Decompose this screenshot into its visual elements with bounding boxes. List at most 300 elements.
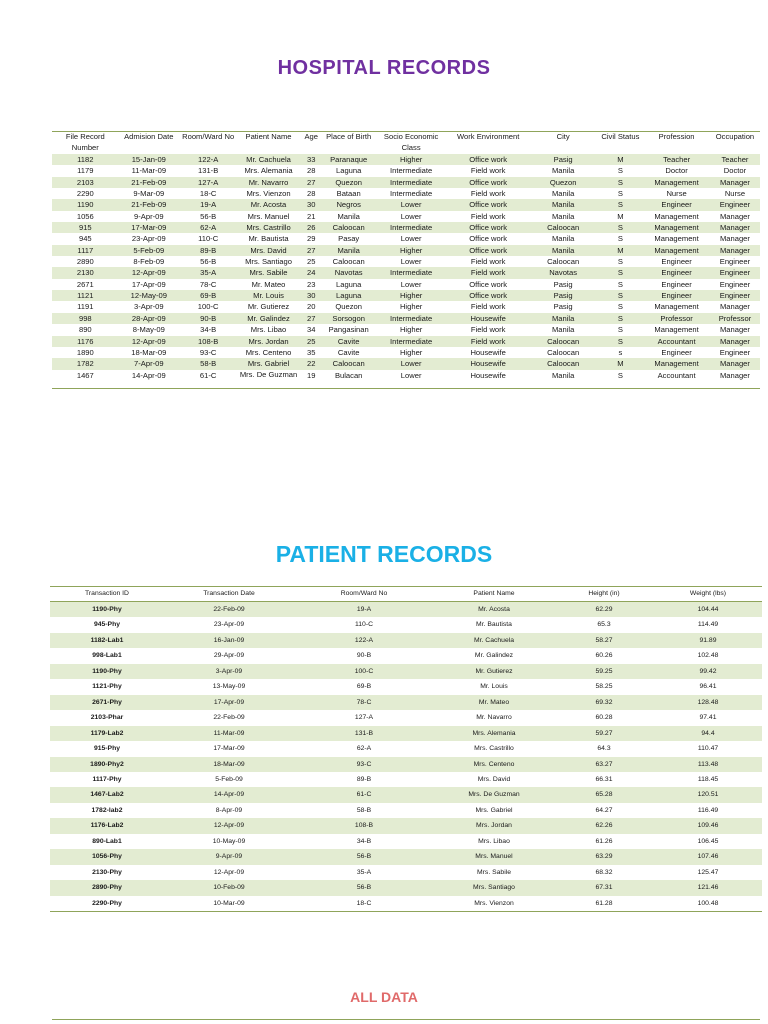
table-cell: 2103-Phar (90, 714, 124, 722)
table-cell: 29 (306, 234, 316, 244)
table-cell: 35-A (356, 868, 372, 876)
table-row (52, 301, 760, 312)
table-cell: Mr. Acosta (434, 602, 554, 618)
table-cell: Mrs. Vienzon (246, 189, 291, 199)
table-cell: S (617, 302, 623, 312)
table-cell: Engineer (719, 347, 751, 357)
table-cell: 93-C (199, 347, 217, 357)
table-cell: 91.89 (654, 633, 762, 648)
table-cell: 131-B (198, 166, 219, 176)
table-cell: 1190-Phy (50, 664, 164, 679)
table-cell: Engineer (661, 257, 692, 267)
table-cell: 110.47 (697, 745, 719, 753)
table-cell: 121.46 (654, 880, 762, 895)
table-cell: Lower (375, 358, 448, 369)
table-cell: 100.48 (654, 896, 762, 912)
table-cell: S (617, 189, 623, 199)
table-row (52, 233, 760, 244)
table-cell: 12-May-09 (119, 290, 179, 301)
table-cell: Higher (375, 245, 448, 256)
table-cell: Manila (551, 189, 575, 199)
table-cell: 1179 (77, 166, 94, 176)
table-cell: 21 (306, 211, 316, 221)
table-cell: 890 (78, 325, 92, 335)
table-cell: Housewife (448, 358, 529, 369)
table-cell: 63.27 (554, 757, 654, 772)
table-cell: Mrs. Alemania (434, 726, 554, 741)
table-cell: Accountant (643, 336, 710, 347)
table-cell: 915-Phy (93, 745, 121, 753)
table-row (50, 679, 762, 694)
table-cell: Caloocan (547, 347, 580, 357)
table-cell: 2290 (76, 189, 94, 199)
table-cell: 56-B (294, 849, 434, 864)
table-cell: Mr. Galindez (474, 652, 514, 660)
table-cell: Caloocan (323, 222, 375, 233)
table-cell: Caloocan (529, 222, 598, 233)
table-cell: Mrs. Castrillo (237, 222, 299, 233)
table-cell: 56-B (294, 880, 434, 895)
table-cell: Intermediate (390, 166, 433, 176)
table-cell: Engineer (719, 257, 751, 267)
column-header: Work Environment (448, 132, 529, 155)
table-cell: 97.41 (699, 714, 717, 722)
table-cell: M (597, 154, 643, 165)
table-cell: 2890 (76, 257, 94, 267)
table-cell: Office work (448, 245, 529, 256)
table-cell: 1182-Lab1 (50, 633, 164, 648)
table-cell: Manager (710, 370, 760, 389)
table-cell: Engineer (710, 199, 760, 210)
table-cell: 12-Apr-09 (119, 336, 179, 347)
table-cell: Office work (448, 222, 529, 233)
table-cell: 9-Mar-09 (133, 189, 165, 199)
table-cell: Mrs. Sabile (477, 868, 511, 876)
table-row (52, 267, 760, 278)
table-cell: 12-Apr-09 (213, 868, 245, 876)
table-cell: 29-Apr-09 (213, 652, 245, 660)
table-cell: Manila (529, 313, 598, 324)
table-cell: 64.3 (597, 745, 611, 753)
table-cell: 114.49 (697, 621, 719, 629)
table-cell: 1056-Phy (50, 849, 164, 864)
table-cell: Manila (551, 166, 575, 176)
table-cell: Manager (719, 325, 750, 335)
table-cell: Intermediate (375, 313, 448, 324)
table-cell: 28-Apr-09 (119, 313, 179, 324)
table-row (52, 199, 760, 210)
table-cell: 58-B (356, 806, 372, 814)
table-cell: 2290-Phy (50, 896, 164, 912)
table-cell: 27 (300, 245, 323, 256)
table-cell: 9-Apr-09 (164, 849, 294, 864)
table-row (52, 165, 760, 176)
table-cell: Manager (719, 211, 750, 221)
table-row (50, 787, 762, 802)
table-cell: 61.28 (554, 896, 654, 912)
table-cell: Management (654, 325, 699, 335)
table-cell: 90-B (179, 313, 237, 324)
table-cell: 1179-Lab2 (50, 726, 164, 741)
table-cell: Management (643, 177, 710, 188)
table-cell: Engineer (643, 290, 710, 301)
table-cell: Mrs. Santiago (434, 880, 554, 895)
column-header: Transaction ID (50, 587, 164, 602)
table-top-rule (52, 1019, 760, 1020)
table-cell: 69-B (356, 683, 372, 691)
table-cell: 69.32 (554, 695, 654, 710)
table-cell: 30 (300, 290, 323, 301)
table-cell: Field work (470, 211, 506, 221)
table-cell: 99.42 (654, 664, 762, 679)
table-cell: 13-May-09 (212, 683, 246, 691)
column-header: City (529, 132, 598, 155)
table-cell: S (597, 222, 643, 233)
table-row (50, 710, 762, 725)
table-cell: Bulacan (323, 370, 375, 389)
table-cell: Manila (551, 325, 575, 335)
table-cell: Mrs. Sabile (237, 267, 299, 278)
table-cell: 1056 (76, 211, 94, 221)
table-cell: Lower (375, 370, 448, 389)
table-cell: Manager (710, 245, 760, 256)
table-cell: Engineer (710, 290, 760, 301)
table-cell: 28 (306, 189, 316, 199)
table-cell: Laguna (323, 290, 375, 301)
column-header: Admision Date (119, 132, 179, 155)
table-cell: Mr. Cachuela (434, 633, 554, 648)
table-cell: 67.31 (554, 880, 654, 895)
table-cell: s (618, 347, 623, 357)
table-cell: Field work (470, 257, 506, 267)
table-cell: Manager (710, 222, 760, 233)
table-cell: 35-A (179, 267, 237, 278)
table-cell: 89-B (356, 775, 372, 783)
table-cell: 59.25 (554, 664, 654, 679)
table-cell: 127-A (179, 177, 237, 188)
table-row (52, 324, 760, 335)
column-header: Occupation (710, 132, 760, 155)
column-header: Room/Ward No (294, 587, 434, 602)
table-cell: Mr. Navarro (476, 714, 512, 722)
table-cell: 64.27 (595, 806, 613, 814)
table-cell: Lower (400, 211, 422, 221)
table-cell: 2130-Phy (92, 868, 122, 876)
table-cell: 60.28 (595, 714, 613, 722)
table-cell: Quezon (529, 177, 598, 188)
table-cell: 3-Apr-09 (134, 302, 164, 312)
table-cell: Intermediate (375, 336, 448, 347)
table-cell: Manila (337, 211, 360, 221)
table-cell: Manager (710, 177, 760, 188)
table-cell: Office work (448, 290, 529, 301)
table-cell: Higher (399, 325, 423, 335)
table-cell: 61-C (294, 787, 434, 802)
all-data-title: ALL DATA (350, 989, 418, 1005)
table-cell: 107.46 (654, 849, 762, 864)
table-cell: Mrs. Alemania (244, 166, 293, 176)
table-cell: Mrs. Vienzon (434, 896, 554, 912)
table-cell: Lower (400, 279, 422, 289)
table-cell: 5-Feb-09 (215, 775, 243, 783)
table-cell: Engineer (719, 279, 751, 289)
table-cell: Higher (399, 347, 423, 357)
table-cell: 17-Apr-09 (131, 279, 166, 289)
table-cell: Field work (470, 189, 506, 199)
table-cell: Office work (469, 279, 508, 289)
table-row (50, 695, 762, 710)
table-row (50, 772, 762, 787)
table-cell: S (617, 279, 623, 289)
table-row (50, 648, 762, 663)
table-cell: 19 (300, 370, 323, 389)
column-header: Patient Name (434, 587, 554, 602)
table-cell: Manila (551, 234, 575, 244)
table-cell: 2130 (52, 267, 119, 278)
table-row (52, 370, 760, 389)
table-cell: 94.4 (654, 726, 762, 741)
table-cell: Doctor (665, 166, 688, 176)
table-cell: Higher (399, 302, 423, 312)
table-cell: 68.32 (595, 868, 613, 876)
table-row (50, 865, 762, 880)
column-header: Civil Status (597, 132, 643, 155)
table-cell: 110-C (354, 621, 373, 629)
table-row (50, 726, 762, 741)
table-cell: Manila (551, 211, 575, 221)
table-cell: Mr. Navarro (237, 177, 299, 188)
table-cell: 25 (306, 257, 316, 267)
table-cell: 58.25 (595, 683, 613, 691)
table-row (52, 347, 760, 358)
table-cell: Housewife (448, 370, 529, 389)
table-cell: 15-Jan-09 (119, 154, 179, 165)
table-cell: Bataan (336, 189, 361, 199)
table-cell: 56-B (200, 211, 217, 221)
table-cell: 23 (306, 279, 316, 289)
table-cell: 21-Feb-09 (119, 199, 179, 210)
table-cell: 1890 (76, 347, 94, 357)
table-cell: 8-Feb-09 (133, 257, 165, 267)
table-cell: Teacher (710, 154, 760, 165)
table-cell: Management (654, 302, 699, 312)
table-cell: Field work (448, 336, 529, 347)
table-cell: 90-B (356, 652, 372, 660)
table-row (52, 188, 760, 199)
table-cell: 14-Apr-09 (164, 787, 294, 802)
table-cell: 18-C (199, 189, 217, 199)
table-cell: Mr. Cachuela (237, 154, 299, 165)
table-cell: 78-C (294, 695, 434, 710)
table-cell: 21-Feb-09 (119, 177, 179, 188)
table-cell: Intermediate (390, 189, 433, 199)
table-cell: Mr. Galindez (237, 313, 299, 324)
table-header-row (52, 132, 760, 155)
table-cell: 3-Apr-09 (164, 664, 294, 679)
table-cell: Pasig (553, 302, 573, 312)
table-cell: 1121-Phy (92, 683, 122, 691)
table-cell: 58.27 (554, 633, 654, 648)
table-cell: Cavite (337, 347, 360, 357)
table-cell: 1121 (52, 290, 119, 301)
table-cell: 127-A (354, 714, 374, 722)
table-row (50, 617, 762, 632)
table-row (50, 633, 762, 648)
table-cell: Management (654, 211, 699, 221)
table-row (52, 177, 760, 188)
table-cell: 19-A (294, 602, 434, 618)
table-cell: 102.48 (697, 652, 719, 660)
table-cell: 12-Apr-09 (119, 267, 179, 278)
table-cell: Office work (448, 177, 529, 188)
table-cell: Field work (448, 267, 529, 278)
table-cell: Quezon (335, 302, 362, 312)
table-cell: 1176 (52, 336, 119, 347)
table-cell: 122-A (294, 633, 434, 648)
table-row (50, 664, 762, 679)
table-cell: 61-C (179, 370, 237, 389)
table-cell: 122-A (179, 154, 237, 165)
table-cell: Lower (400, 234, 422, 244)
table-cell: Caloocan (529, 336, 598, 347)
table-cell: Lower (400, 257, 422, 267)
table-row (50, 896, 762, 912)
table-cell: 23-Apr-09 (131, 234, 166, 244)
table-cell: Manila (529, 370, 598, 389)
table-row (52, 279, 760, 290)
table-cell: Higher (375, 290, 448, 301)
table-cell: Intermediate (375, 177, 448, 188)
table-cell: 23-Apr-09 (213, 621, 245, 629)
table-cell: 62.26 (554, 818, 654, 833)
table-cell: 1117-Phy (92, 775, 122, 783)
table-cell: 108-B (179, 336, 237, 347)
table-cell: 113.48 (654, 757, 762, 772)
table-cell: Office work (448, 199, 529, 210)
table-cell: Housewife (448, 313, 529, 324)
table-cell: 28 (306, 166, 316, 176)
table-cell: 1890-Phy2 (50, 757, 164, 772)
table-cell: 17-Mar-09 (119, 222, 179, 233)
table-cell: S (597, 199, 643, 210)
column-header: Age (300, 132, 323, 155)
table-cell: S (597, 370, 643, 389)
table-cell: 10-Mar-09 (164, 896, 294, 912)
table-cell: 2671-Phy (50, 695, 164, 710)
table-cell: Manager (710, 336, 760, 347)
table-cell: Field work (470, 325, 506, 335)
table-cell: 63.29 (554, 849, 654, 864)
table-cell: S (597, 336, 643, 347)
table-cell: Field work (470, 166, 506, 176)
table-cell: 128.48 (654, 695, 762, 710)
table-cell: 945-Phy (93, 621, 121, 629)
table-cell: Sorsogon (323, 313, 375, 324)
table-row (50, 818, 762, 833)
table-cell: Mr. Bautista (476, 621, 512, 629)
table-cell: 14-Apr-09 (119, 370, 179, 389)
table-cell: Mr. Louis (480, 683, 508, 691)
table-cell: 69-B (179, 290, 237, 301)
table-cell: 60.26 (595, 652, 613, 660)
table-cell: 998 (52, 313, 119, 324)
table-row (52, 336, 760, 347)
table-cell: Mrs. Manuel (247, 211, 290, 221)
table-cell: 62.29 (554, 602, 654, 618)
table-cell: M (597, 358, 643, 369)
table-cell: Professor (643, 313, 710, 324)
table-row (52, 313, 760, 324)
table-cell: Pasay (338, 234, 360, 244)
table-cell: 9-Apr-09 (134, 211, 164, 221)
table-cell: Mrs. Centeno (434, 757, 554, 772)
table-cell: Management (654, 234, 699, 244)
table-cell: Mr. Mateo (434, 695, 554, 710)
table-cell: 8-May-09 (132, 325, 165, 335)
table-cell: Pasig (529, 290, 598, 301)
table-cell: Mrs. Libao (478, 837, 510, 845)
table-cell: Manila (529, 199, 598, 210)
column-header: Weight (lbs) (654, 587, 762, 602)
table-cell: 62-A (356, 745, 372, 753)
table-cell: S (617, 325, 623, 335)
table-cell: Mrs. David (237, 245, 299, 256)
table-cell: 1782 (52, 358, 119, 369)
table-row (52, 154, 760, 165)
table-row (52, 211, 760, 222)
table-cell: 22-Feb-09 (164, 602, 294, 618)
table-cell: 2890-Phy (50, 880, 164, 895)
table-cell: Higher (375, 154, 448, 165)
table-cell: 62-A (179, 222, 237, 233)
table-cell: Manila (529, 245, 598, 256)
table-cell: Pasig (529, 154, 598, 165)
table-cell: 35 (306, 347, 316, 357)
table-cell: 106.45 (697, 837, 719, 845)
table-cell: Caloocan (332, 257, 365, 267)
table-cell: Mr. Mateo (251, 279, 286, 289)
table-cell: Doctor (723, 166, 747, 176)
table-cell: Management (643, 222, 710, 233)
table-cell: 22-Feb-09 (213, 714, 245, 722)
table-cell: Engineer (661, 279, 692, 289)
table-cell: 17-Apr-09 (164, 695, 294, 710)
table-cell: Management (643, 358, 710, 369)
table-cell: Pasig (553, 279, 573, 289)
table-cell: 1190-Phy (50, 602, 164, 618)
column-header: Room/Ward No (179, 132, 237, 155)
table-cell: Mrs. Gabriel (237, 358, 299, 369)
table-cell: Intermediate (375, 222, 448, 233)
table-row (52, 290, 760, 301)
table-cell: 66.31 (595, 775, 613, 783)
table-cell: 26 (300, 222, 323, 233)
table-cell: 1182 (52, 154, 119, 165)
table-cell: Mrs. Jordan (434, 818, 554, 833)
table-cell: 1176-Lab2 (50, 818, 164, 833)
table-cell: Cavite (323, 336, 375, 347)
table-row (50, 757, 762, 772)
table-cell: Nurse (666, 189, 687, 199)
table-cell: 100-C (294, 664, 434, 679)
table-cell: S (597, 313, 643, 324)
table-row (52, 245, 760, 256)
column-header: Transaction Date (164, 587, 294, 602)
table-cell: 915 (52, 222, 119, 233)
table-row (50, 602, 762, 618)
table-cell: 18-Mar-09 (164, 757, 294, 772)
table-cell: 890-Lab1 (92, 837, 122, 845)
